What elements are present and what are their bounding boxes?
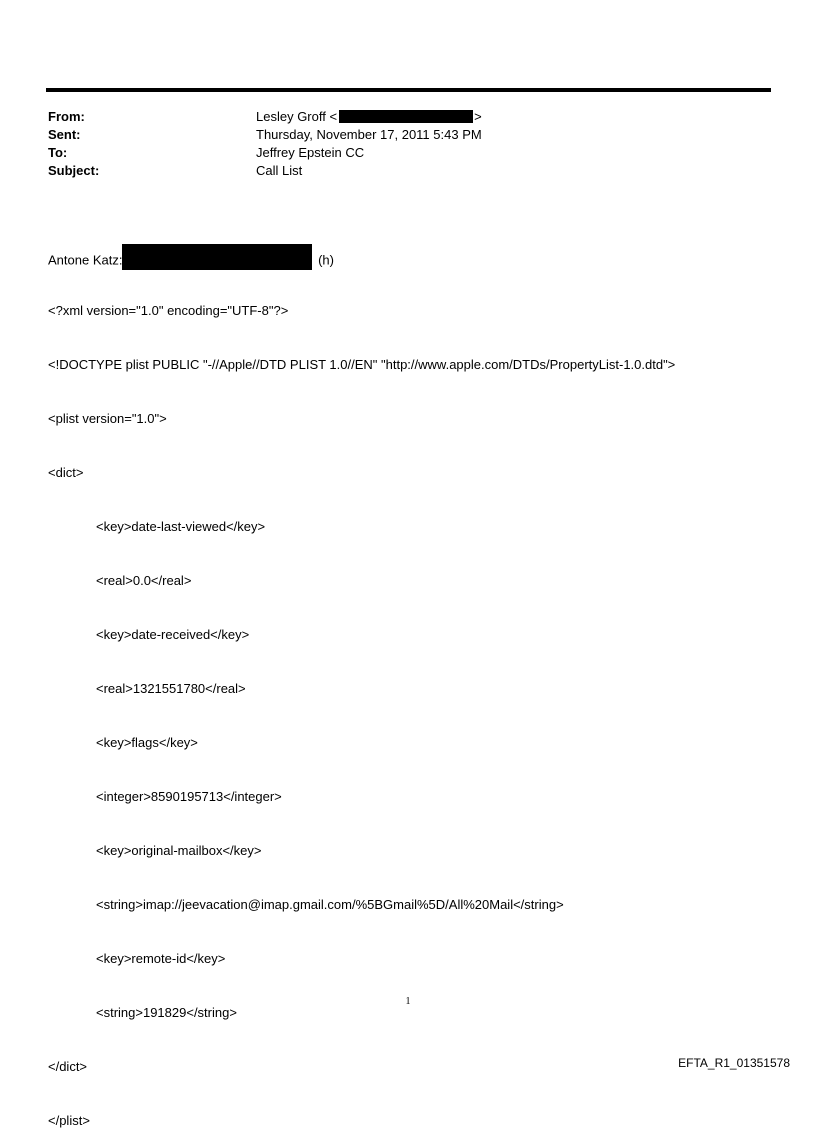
- redacted-phone-block: [122, 244, 312, 270]
- from-label: From:: [48, 109, 85, 124]
- dict-line: <key>date-received</key>: [96, 627, 250, 642]
- document-id: EFTA_R1_01351578: [678, 1056, 790, 1070]
- dict-line: <key>remote-id</key>: [96, 951, 226, 966]
- redacted-email-block: [339, 110, 473, 123]
- sent-label: Sent:: [48, 127, 81, 142]
- closing-line: </dict>: [48, 1059, 88, 1074]
- dict-line: <key>date-last-viewed</key>: [96, 519, 266, 534]
- subject-value: Call List: [256, 163, 303, 178]
- sender-suffix: >: [474, 109, 482, 124]
- contact-name: Antone Katz:: [48, 252, 123, 268]
- to-value: Jeffrey Epstein CC: [256, 145, 365, 160]
- dict-line: <string>imap://jeevacation@imap.gmail.com/%5BGmail%5D/All%20Mail</string>: [96, 897, 564, 912]
- to-label: To:: [48, 145, 68, 160]
- dict-line: <key>original-mailbox</key>: [96, 843, 262, 858]
- subject-label: Subject:: [48, 163, 100, 178]
- contact-line: [48, 248, 675, 266]
- sender-name: Lesley Groff <: [256, 109, 338, 124]
- header-rule: [46, 88, 771, 92]
- dict-line: <integer>8590195713</integer>: [96, 789, 282, 804]
- dict-line: <real>0.0</real>: [96, 573, 192, 588]
- page-number: 1: [405, 996, 411, 1007]
- closing-line: </plist>: [48, 1113, 90, 1128]
- plist-line: <!DOCTYPE plist PUBLIC "-//Apple//DTD PLIST 1.0//EN" "http://www.apple.com/DTDs/PropertyList-1.0.dtd">: [48, 357, 676, 372]
- dict-line: <key>flags</key>: [96, 735, 198, 750]
- from-value: [256, 108, 482, 126]
- plist-line: <dict>: [48, 465, 84, 480]
- dict-line: <string>191829</string>: [96, 1005, 237, 1020]
- email-body: [48, 212, 675, 1148]
- dict-line: <real>1321551780</real>: [96, 681, 246, 696]
- sent-value: Thursday, November 17, 2011 5:43 PM: [256, 127, 482, 142]
- contact-suffix: (h): [314, 252, 334, 268]
- plist-line: <plist version="1.0">: [48, 411, 167, 426]
- plist-line: <?xml version="1.0" encoding="UTF-8"?>: [48, 303, 289, 318]
